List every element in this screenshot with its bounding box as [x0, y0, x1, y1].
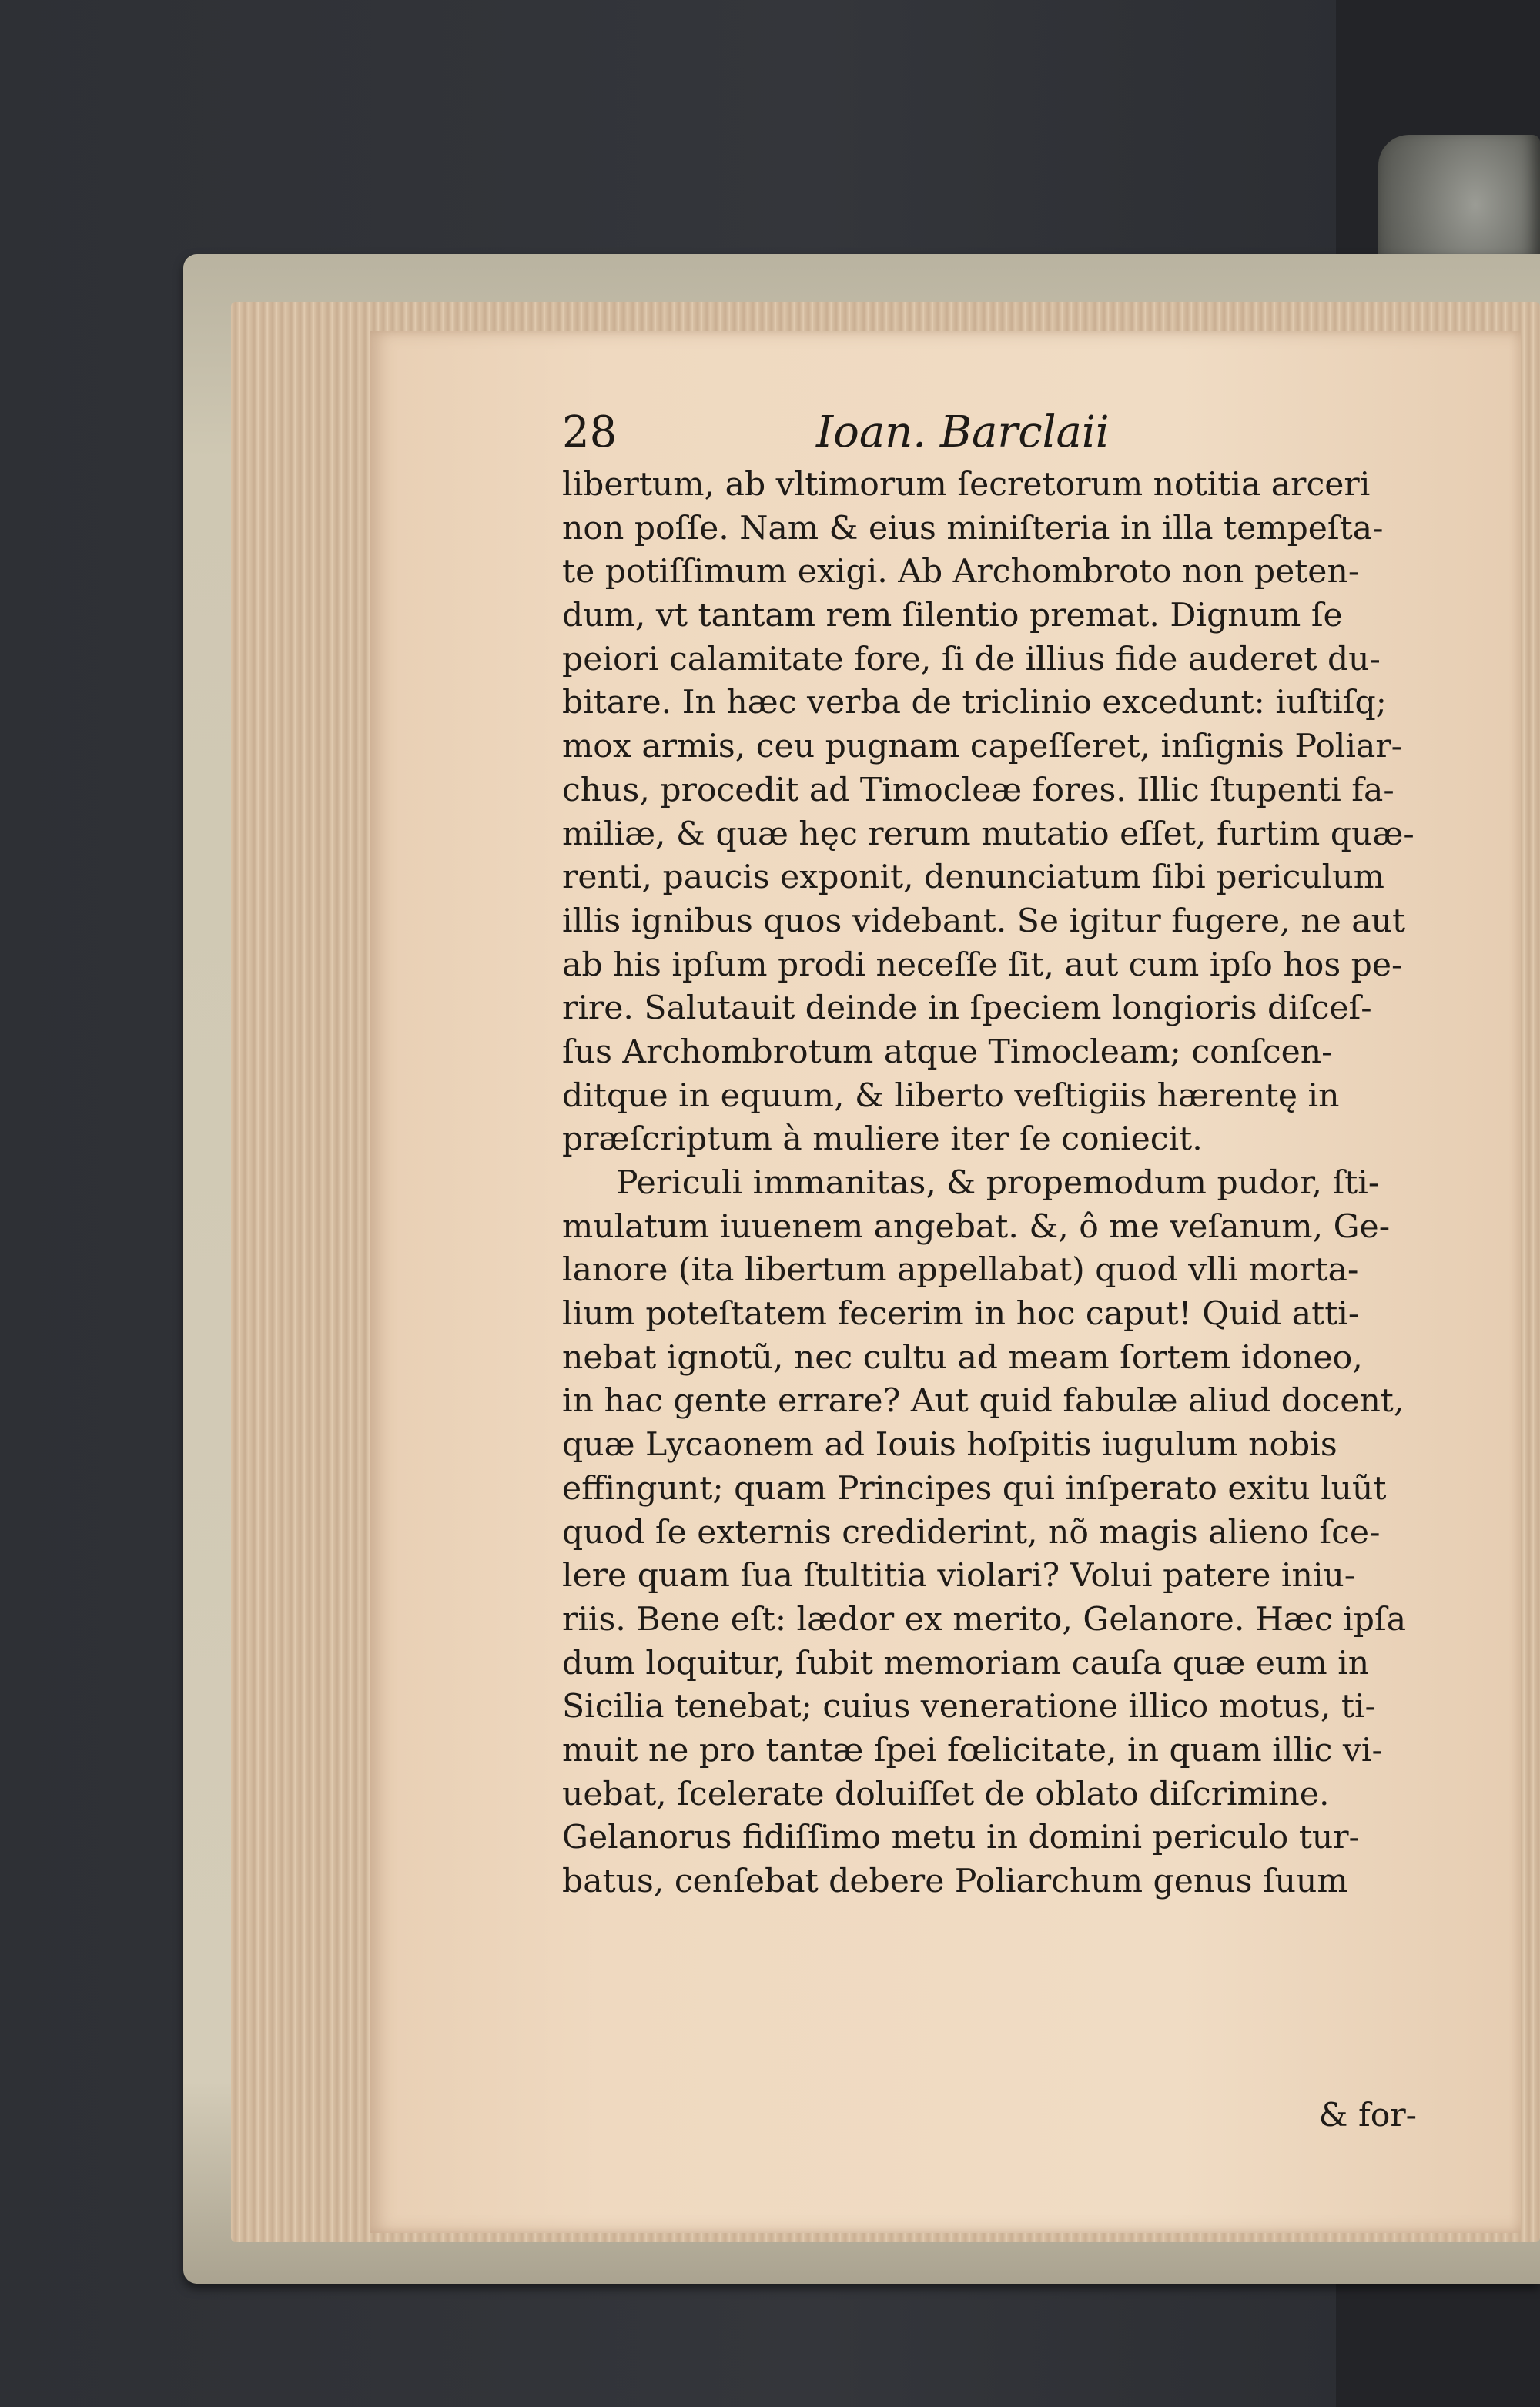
text-line: ditque in equum, & liberto veſtigiis hærentę in — [562, 1076, 1340, 1115]
text-line: rire. Salutauit deinde in ſpeciem longioris diſceſ- — [562, 989, 1372, 1028]
text-line: riis. Bene eſt: lædor ex merito, Gelanore. Hæc ipſa — [562, 1600, 1407, 1639]
book-page — [370, 331, 1521, 2233]
text-line: uebat, ſcelerate doluiſſet de oblato diſcrimine. — [562, 1775, 1330, 1813]
text-line: chus, procedit ad Timocleæ fores. Illic ſtupenti fa- — [562, 771, 1394, 809]
page-number: 28 — [562, 407, 618, 457]
catchword: & for- — [1318, 2097, 1417, 2134]
text-line: illis ignibus quos videbant. Se igitur fugere, ne aut — [562, 902, 1406, 940]
text-line: lanore (ita libertum appellabat) quod vlli morta- — [562, 1251, 1359, 1290]
text-line: præſcriptum à muliere iter ſe coniecit. — [562, 1120, 1203, 1159]
text-line: renti, paucis exponit, denunciatum ſibi periculum — [562, 859, 1384, 897]
text-line: lere quam ſua ſtultitia violari? Volui patere iniu- — [562, 1557, 1356, 1595]
text-line: effingunt; quam Principes qui inſperato exitu luũt — [562, 1469, 1387, 1508]
text-line: batus, cenſebat debere Poliarchum genus ſuum — [562, 1863, 1348, 1900]
text-line: Sicilia tenebat; cuius veneratione illico motus, ti- — [562, 1688, 1376, 1726]
text-line: nebat ignotũ, nec cultu ad meam ſortem idoneo, — [562, 1338, 1363, 1377]
page-header — [562, 402, 1409, 464]
text-line: ſus Archombrotum atque Timocleam; conſcen- — [562, 1033, 1333, 1071]
text-line: non poſſe. Nam & eius miniſteria in illa tempeſta- — [562, 509, 1384, 547]
paragraph-start-line: Periculi immanitas, & propemodum pudor, ſti- — [616, 1164, 1380, 1202]
text-line: te potiſſimum exigi. Ab Archombroto non peten- — [562, 553, 1360, 591]
text-line: Gelanorus fidiſſimo metu in domini periculo tur- — [562, 1819, 1360, 1857]
text-line: muit ne pro tantæ ſpei fœlicitate, in quam illic vi- — [562, 1731, 1383, 1769]
text-line: libertum, ab vltimorum ſecretorum notitia arceri — [562, 466, 1371, 504]
text-line: mulatum iuuenem angebat. &, ô me veſanum, Ge- — [562, 1207, 1391, 1246]
text-line: lium poteſtatem fecerim in hoc caput! Quid atti- — [562, 1295, 1360, 1334]
text-line: quæ Lycaonem ad Iouis hoſpitis iugulum nobis — [562, 1426, 1337, 1465]
text-line: in hac gente errare? Aut quid fabulæ aliud docent, — [562, 1382, 1404, 1421]
text-line: miliæ, & quæ hęc rerum mutatio eſſet, furtim quæ- — [562, 815, 1414, 853]
text-line: peiori calamitate fore, ſi de illius fide auderet du- — [562, 640, 1381, 678]
text-line: bitare. In hæc verba de triclinio excedunt: iuſtiſq; — [562, 684, 1387, 722]
text-line: ab his ipſum prodi neceſſe ſit, aut cum ipſo hos pe- — [562, 946, 1403, 984]
text-line: dum, vt tantam rem ſilentio premat. Dignum ſe — [562, 597, 1343, 635]
text-line: quod ſe externis crediderint, nõ magis alieno ſce- — [562, 1513, 1381, 1552]
text-line: dum loquitur, ſubit memoriam cauſa quæ eum in — [562, 1644, 1370, 1682]
running-head: Ioan. Barclaii — [816, 407, 1110, 457]
text-line: mox armis, ceu pugnam capeſſeret, inſignis Poliar- — [562, 728, 1402, 766]
body-text — [562, 464, 1424, 1904]
